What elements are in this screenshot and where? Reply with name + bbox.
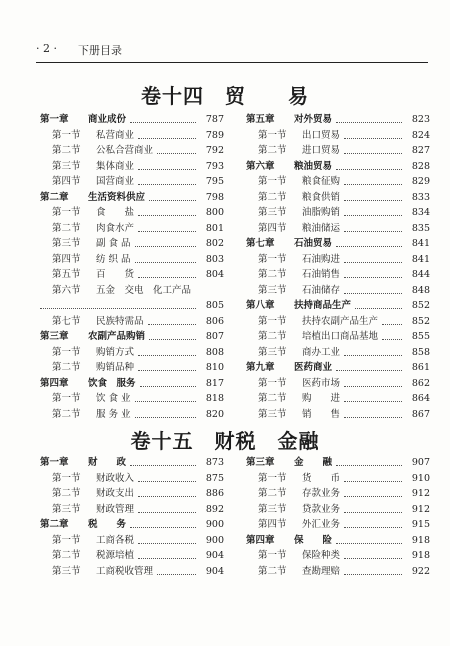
toc-section-row[interactable] [246, 407, 430, 423]
dot-leader [344, 190, 402, 201]
dot-leader [344, 128, 402, 139]
toc-section-row[interactable] [40, 236, 224, 252]
toc-page-number: 844 [411, 269, 430, 280]
toc-entry-label: 第二节 [258, 331, 287, 342]
toc-entry-title: 公私合营商业 [96, 145, 154, 156]
toc-entry-title: 石油贸易 [294, 238, 333, 249]
toc-page-number: 789 [205, 129, 224, 141]
dot-leader [336, 455, 402, 466]
toc-entry-label: 第七节 [52, 315, 81, 327]
toc-chapter-row[interactable] [40, 517, 224, 533]
toc-page-number: 848 [411, 284, 430, 296]
dot-leader [344, 205, 402, 216]
toc-entry-title: 查勘理赔 [302, 565, 341, 577]
toc-page-number: 861 [411, 362, 430, 373]
dot-leader [382, 314, 402, 325]
toc-column-left [40, 455, 224, 579]
toc-entry-title: 商业成份 [88, 114, 127, 125]
dot-leader [138, 205, 196, 216]
toc-entry-label: 第一章 [40, 457, 69, 468]
dot-leader [344, 283, 402, 294]
toc-entry-label: 第四节 [52, 253, 81, 265]
toc-entry-label: 第四节 [258, 222, 287, 234]
dot-leader [138, 174, 196, 185]
toc-page-number: 855 [411, 331, 430, 342]
toc-section-row[interactable] [246, 564, 430, 580]
toc-entry-title: 农副产品购销 [88, 331, 146, 342]
toc-entry-label: 第三节 [52, 503, 81, 515]
toc-entry-title: 财政收入 [96, 472, 135, 484]
volume-title: 卷十五 财税 金融 [130, 429, 320, 453]
dot-leader [138, 345, 196, 356]
toc-entry-label: 第二节 [258, 565, 287, 577]
toc-entry-label: 第四章 [40, 377, 69, 389]
toc-entry-label: 第一节 [258, 315, 287, 327]
toc-entry-label: 第三节 [258, 207, 287, 218]
toc-entry-label: 第一节 [52, 534, 81, 546]
toc-entry-label: 第四章 [246, 534, 275, 546]
toc-page-number: 801 [205, 222, 224, 234]
dot-leader [138, 267, 196, 278]
dot-leader [344, 174, 402, 185]
toc-entry-label: 第一节 [52, 472, 81, 484]
toc-page-number: 864 [411, 393, 430, 404]
toc-chapter-row[interactable] [40, 455, 224, 471]
dot-leader [138, 159, 196, 170]
toc-entry-label: 第二节 [52, 488, 81, 499]
toc-entry-label: 第三节 [258, 284, 287, 296]
toc-entry-title: 出口贸易 [302, 129, 341, 141]
toc-section-row[interactable] [246, 471, 430, 487]
toc-entry-title: 金 融 [294, 457, 333, 468]
toc-section-row[interactable] [40, 283, 224, 299]
toc-chapter-row[interactable] [40, 112, 224, 128]
toc-entry-label: 第二章 [40, 519, 69, 530]
toc-chapter-row[interactable] [246, 112, 430, 128]
toc-entry-label: 第六节 [52, 284, 81, 296]
dot-leader [135, 236, 196, 247]
toc-entry-title: 保险种类 [302, 550, 341, 561]
dot-leader [336, 533, 402, 544]
toc-entry-label: 第一节 [258, 129, 287, 141]
toc-section-row[interactable] [246, 391, 430, 407]
dot-leader [135, 252, 196, 263]
dot-leader [336, 360, 402, 371]
toc-page-number: 922 [411, 565, 430, 577]
toc-page-number: 915 [411, 519, 430, 530]
toc-entry-label: 第三节 [258, 503, 287, 515]
toc-page-number: 900 [205, 519, 224, 530]
toc-section-row[interactable] [246, 376, 430, 392]
toc-page-number: 904 [205, 565, 224, 577]
section-label: 下册目录 [78, 44, 122, 57]
toc-chapter-row[interactable] [246, 298, 430, 314]
header-rule [36, 62, 428, 63]
toc-section-row[interactable] [246, 502, 430, 518]
toc-entry-label: 第八章 [246, 300, 275, 311]
toc-entry-label: 第六章 [246, 160, 275, 172]
volume-title: 卷十四 贸 易 [141, 84, 309, 108]
toc-section-row[interactable] [246, 345, 430, 361]
toc-entry-title: 保 险 [294, 534, 333, 546]
toc-entry-title: 工商税收管理 [96, 565, 154, 577]
toc-entry-label: 第二节 [258, 393, 287, 404]
toc-chapter-row[interactable] [246, 236, 430, 252]
toc-entry-title: 扶持商品生产 [294, 300, 352, 311]
toc-section-row[interactable] [246, 190, 430, 206]
toc-section-row[interactable] [246, 143, 430, 159]
toc-entry-label: 第二章 [40, 191, 69, 203]
toc-entry-label: 第一节 [258, 253, 287, 265]
toc-entry-title: 扶持农副产品生产 [302, 315, 379, 327]
toc-entry-title: 财政管理 [96, 503, 135, 515]
toc-entry-label: 第三节 [52, 565, 81, 577]
toc-entry-label: 第一节 [258, 176, 287, 187]
toc-chapter-row[interactable] [246, 360, 430, 376]
toc-entry-label: 第二节 [258, 269, 287, 280]
toc-entry-label: 第一节 [52, 346, 81, 358]
toc-page-number: 827 [411, 145, 430, 156]
toc-section-row[interactable] [246, 486, 430, 502]
toc-section-row[interactable] [40, 548, 224, 564]
toc-entry-title: 副 食 品 [96, 238, 131, 249]
toc-entry-title: 税源培植 [96, 550, 135, 561]
toc-page-number: 886 [205, 488, 224, 499]
toc-page-number: 805 [205, 300, 224, 311]
toc-entry-title: 私营商业 [96, 129, 135, 141]
dot-leader [130, 517, 196, 528]
dot-leader [138, 360, 196, 371]
toc-section-row[interactable] [40, 314, 224, 330]
toc-entry-title: 进口贸易 [302, 145, 341, 156]
toc-entry-label: 第一节 [258, 472, 287, 484]
toc-section-row[interactable] [40, 407, 224, 423]
dot-leader [138, 548, 196, 559]
dot-leader [336, 236, 402, 247]
toc-entry-title: 石油储存 [302, 284, 341, 296]
dot-leader [344, 143, 402, 154]
toc-chapter-row[interactable] [40, 376, 224, 392]
toc-section-row[interactable] [40, 267, 224, 283]
toc-page-number: 912 [411, 503, 430, 515]
toc-entry-title: 货 币 [302, 472, 341, 484]
toc-section-row[interactable] [246, 283, 430, 299]
toc-entry-title: 存款业务 [302, 488, 341, 499]
toc-chapter-row[interactable] [246, 455, 430, 471]
dot-leader [140, 376, 196, 387]
toc-page-number: 829 [411, 176, 430, 187]
dot-leader [344, 564, 402, 575]
toc-section-row[interactable] [246, 517, 430, 533]
toc-entry-label: 第五章 [246, 114, 275, 125]
dot-leader [138, 533, 196, 544]
toc-section-row[interactable] [40, 564, 224, 580]
dot-leader [138, 128, 196, 139]
toc-entry-title: 购 进 [302, 393, 341, 404]
toc-entry-label: 第一节 [258, 377, 287, 389]
toc-page-number: 841 [411, 238, 430, 249]
toc-section-row[interactable] [40, 205, 224, 221]
toc-page-number: 833 [411, 191, 430, 203]
toc-entry-label: 第九章 [246, 362, 275, 373]
dot-leader [149, 190, 196, 201]
dot-leader [344, 502, 402, 513]
toc-chapter-row[interactable] [40, 329, 224, 345]
toc-section-row[interactable] [40, 345, 224, 361]
dot-leader [138, 502, 196, 513]
dot-leader [344, 407, 402, 418]
toc-entry-title: 饮 食 业 [96, 393, 131, 404]
toc-entry-title: 粮油储运 [302, 222, 341, 234]
toc-entry-title: 食 盐 [96, 207, 135, 218]
dot-leader [355, 298, 402, 309]
toc-section-row[interactable] [40, 221, 224, 237]
toc-entry-label: 第二节 [52, 408, 81, 420]
toc-page-number: 804 [205, 269, 224, 280]
toc-section-row[interactable] [246, 329, 430, 345]
toc-entry-label: 第二节 [258, 145, 287, 156]
toc-entry-title: 财 政 [88, 457, 127, 468]
toc-page-number: 820 [205, 408, 224, 420]
toc-section-row[interactable] [40, 471, 224, 487]
toc-section-row[interactable] [246, 267, 430, 283]
toc-entry-title: 商办工业 [302, 346, 341, 358]
toc-entry-title: 生活资料供应 [88, 191, 146, 203]
dot-leader [336, 159, 402, 170]
dot-leader [157, 564, 196, 575]
toc-chapter-row[interactable] [246, 533, 430, 549]
toc-section-row[interactable] [246, 252, 430, 268]
toc-entry-label: 第一节 [258, 550, 287, 561]
dot-leader [344, 345, 402, 356]
dot-leader [344, 267, 402, 278]
toc-entry-title: 石油购进 [302, 253, 341, 265]
toc-page-number: 918 [411, 534, 430, 546]
toc-page-number: 910 [411, 472, 430, 484]
toc-entry-title: 工商各税 [96, 534, 135, 546]
dot-leader [149, 329, 196, 340]
toc-page-number: 807 [205, 331, 224, 342]
dot-leader [344, 391, 402, 402]
toc-entry-title: 外汇业务 [302, 519, 341, 530]
toc-page-number: 795 [205, 176, 224, 187]
toc-section-row[interactable] [40, 128, 224, 144]
toc-entry-title: 税 务 [88, 519, 127, 530]
dot-leader [336, 112, 402, 123]
toc-entry-title: 肉食水产 [96, 222, 135, 234]
dot-leader [344, 548, 402, 559]
toc-entry-title: 五金 交电 化工产品 [96, 284, 192, 296]
toc-entry-title: 国营商业 [96, 176, 135, 187]
toc-entry-label: 第一章 [40, 114, 69, 125]
toc-entry-title: 销 售 [302, 408, 341, 420]
toc-entry-title: 对外贸易 [294, 114, 333, 125]
dot-leader [344, 486, 402, 497]
toc-page-number: 852 [411, 300, 430, 311]
toc-page-number: 892 [205, 503, 224, 515]
toc-page-number: 817 [205, 377, 224, 389]
toc-entry-label: 第三节 [52, 238, 81, 249]
toc-entry-title: 集体商业 [96, 160, 135, 172]
toc-page-number: 808 [205, 346, 224, 358]
toc-page-number: 787 [205, 114, 224, 125]
toc-section-row[interactable] [40, 502, 224, 518]
toc-page-number: 802 [205, 238, 224, 249]
toc-entry-title: 粮食征购 [302, 176, 341, 187]
toc-section-row[interactable] [246, 174, 430, 190]
toc-page-number: 834 [411, 207, 430, 218]
toc-entry-label: 第一节 [52, 129, 81, 141]
dot-leader [157, 143, 196, 154]
dot-leader [148, 314, 196, 325]
toc-entry-title: 民族特需品 [96, 315, 144, 327]
toc-entry-label: 第四节 [52, 176, 81, 187]
toc-entry-label: 第一节 [52, 393, 81, 404]
toc-page-number: 852 [411, 315, 430, 327]
toc-page-number: 793 [205, 160, 224, 172]
dot-leader [344, 517, 402, 528]
toc-entry-title: 贷款业务 [302, 503, 341, 515]
toc-entry-label: 第三章 [246, 457, 275, 468]
toc-page-number: 907 [411, 457, 430, 468]
dot-leader [382, 329, 402, 340]
dot-leader [138, 471, 196, 482]
toc-section-row[interactable] [40, 252, 224, 268]
dot-leader [130, 455, 196, 466]
toc-entry-title: 培植出口商品基地 [302, 331, 379, 342]
toc-section-row[interactable] [246, 548, 430, 564]
toc-section-row[interactable] [246, 221, 430, 237]
toc-page-number: 824 [411, 129, 430, 141]
toc-page-number: 858 [411, 346, 430, 358]
toc-section-row[interactable] [40, 533, 224, 549]
toc-page-number: 803 [205, 253, 224, 265]
dot-leader [40, 298, 196, 309]
toc-section-row[interactable] [246, 205, 430, 221]
dot-leader [135, 391, 196, 402]
toc-entry-label: 第二节 [52, 362, 81, 373]
toc-section-row[interactable] [40, 159, 224, 175]
toc-section-row[interactable] [40, 143, 224, 159]
toc-page-number: 810 [205, 362, 224, 373]
toc-section-row[interactable] [40, 486, 224, 502]
toc-section-row[interactable] [246, 314, 430, 330]
toc-column-right [246, 455, 430, 579]
toc-section-row[interactable] [40, 360, 224, 376]
dot-leader [344, 221, 402, 232]
toc-entry-label: 第二节 [52, 222, 81, 234]
toc-entry-label: 第二节 [258, 488, 287, 499]
toc-page-number: 875 [205, 472, 224, 484]
toc-page-number: 918 [411, 550, 430, 561]
toc-entry-label: 第三节 [258, 408, 287, 420]
toc-entry-label: 第三章 [40, 331, 69, 342]
toc-entry-title: 石油销售 [302, 269, 341, 280]
toc-section-row[interactable] [40, 298, 224, 314]
toc-entry-label: 第四节 [258, 519, 287, 530]
page-header [36, 40, 426, 60]
toc-page-number: 873 [205, 457, 224, 468]
toc-entry-title: 油脂购销 [302, 207, 341, 218]
toc-entry-title: 医药市场 [302, 377, 341, 389]
dot-leader [130, 112, 196, 123]
toc-entry-label: 第一节 [52, 207, 81, 218]
toc-page-number: 800 [205, 207, 224, 218]
dot-leader [344, 252, 402, 263]
toc-entry-title: 百 货 [96, 269, 135, 280]
toc-page-number: 912 [411, 488, 430, 499]
toc-chapter-row[interactable] [40, 190, 224, 206]
toc-entry-title: 服 务 业 [96, 408, 131, 420]
toc-entry-label: 第二节 [52, 145, 81, 156]
toc-entry-title: 粮食供销 [302, 191, 341, 203]
toc-page-number: 900 [205, 534, 224, 546]
toc-column-left [40, 112, 224, 422]
toc-page-number: 867 [411, 408, 430, 420]
toc-page-number: 798 [205, 191, 224, 203]
dot-leader [344, 471, 402, 482]
toc-page-number: 835 [411, 222, 430, 234]
dot-leader [344, 376, 402, 387]
toc-entry-title: 医药商业 [294, 362, 333, 373]
toc-page-number: 792 [205, 145, 224, 156]
toc-entry-label: 第三节 [258, 346, 287, 358]
toc-column-right [246, 112, 430, 422]
toc-entry-label: 第二节 [52, 550, 81, 561]
dot-leader [138, 486, 196, 497]
toc-chapter-row[interactable] [246, 159, 430, 175]
toc-page-number: 828 [411, 160, 430, 172]
toc-entry-title: 购销方式 [96, 346, 135, 358]
toc-section-row[interactable] [246, 128, 430, 144]
toc-entry-label: 第七章 [246, 238, 275, 249]
toc-page-number: 862 [411, 377, 430, 389]
toc-section-row[interactable] [40, 391, 224, 407]
page-number: · 2 · [36, 42, 57, 55]
toc-page-number: 823 [411, 114, 430, 125]
toc-entry-title: 财政支出 [96, 488, 135, 499]
toc-entry-title: 饮食 服务 [88, 377, 136, 389]
toc-entry-label: 第三节 [52, 160, 81, 172]
toc-page-number: 841 [411, 253, 430, 265]
toc-entry-title: 纺 织 品 [96, 253, 131, 265]
toc-entry-title: 粮油贸易 [294, 160, 333, 172]
toc-entry-label: 第五节 [52, 269, 81, 280]
toc-entry-title: 购销品种 [96, 362, 135, 373]
toc-section-row[interactable] [40, 174, 224, 190]
toc-entry-label: 第二节 [258, 191, 287, 203]
dot-leader [135, 407, 196, 418]
toc-page-number: 806 [205, 315, 224, 327]
dot-leader [138, 221, 196, 232]
toc-page-number: 904 [205, 550, 224, 561]
toc-page-number: 818 [205, 393, 224, 404]
